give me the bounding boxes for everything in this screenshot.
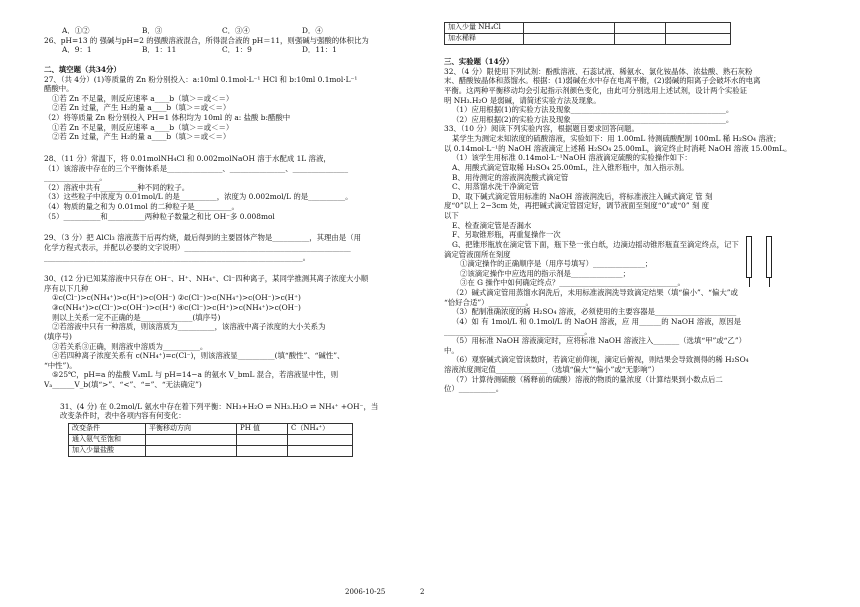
q33-line: E、检查滴定管是否漏水 xyxy=(452,220,532,230)
table-header-cell: C（NH₄⁺） xyxy=(288,423,353,434)
q31-line: 改变条件时，表中各项内容有何变化： xyxy=(60,411,186,421)
q25-option-d: D．④ xyxy=(302,26,323,35)
table-header-row xyxy=(69,423,353,434)
table-cell: 加水稀释 xyxy=(445,34,524,45)
table-cell xyxy=(237,445,288,456)
q30-line: (填序号) xyxy=(44,331,72,341)
table-cell xyxy=(615,34,666,45)
q33-line: （4）如 有 1mol/L 和 0.1mol/L 的 NaOH 溶液，应 用______的 NaOH 溶液，原因是 xyxy=(452,316,742,326)
q33-line: 溶液浓度测定值______________（选填“偏大”“偏小”或“无影响”） xyxy=(444,365,659,374)
table-cell xyxy=(666,23,731,34)
question-29 xyxy=(44,233,422,262)
q32-line: 末、醋酸铵晶体和蒸馏水。根据：(1)弱碱在水中存在电离平衡，(2)弱碱的阳离子会破坏水的电离 xyxy=(444,76,761,86)
table-cell xyxy=(146,445,237,456)
q33-line: 度“0”以上 2−3cm 处，再把碱式滴定管固定好，调节液面至刻度“0”或“0” 刻 度 xyxy=(444,201,710,211)
q33-line: ②该滴定操作中应选用的指示剂是______________； xyxy=(460,268,630,278)
q29-line: 化学方程式表示，并配以必要的文字说明）_____________________________________________ xyxy=(44,242,351,252)
question-31 xyxy=(44,402,422,457)
table-cell xyxy=(666,34,731,45)
q32-line: 平衡。这两种平衡移动均会引起指示剂颜色变化，由此可分别选用上述试剂，设计两个实验证 xyxy=(444,85,748,95)
q33-line: 33、（10 分）阅读下列实验内容，根据题目要求回答问题。 xyxy=(444,124,639,134)
q33-line: （2）碱式滴定管用蒸馏水润洗后，未用标准液润洗导致滴定结果（填“偏小”、“偏大”或 xyxy=(452,288,738,297)
table-header-cell: PH 值 xyxy=(237,423,288,434)
q30-line: “中性”)。 xyxy=(44,360,77,370)
q33-line: 以下 xyxy=(444,211,459,220)
q26-option-c: C．1：9 xyxy=(222,45,252,55)
section2-title: 二、填空题（共34分） xyxy=(44,64,121,74)
q33-line: （1）该学生用标准 0.14mol·L⁻¹NaOH 溶液滴定硫酸的实验操作如下： xyxy=(452,153,692,163)
q27-line: 醋酸中。 xyxy=(44,84,74,94)
q27-line: ②若 Zn 过量，产生 H₂的量 a____b（填＞＝或＜＝） xyxy=(52,103,231,113)
table-cell: 加入少量盐酸 xyxy=(69,445,146,456)
table-row xyxy=(69,434,353,445)
section3-title: 三、实验题（14分） xyxy=(444,57,514,66)
q33-line: （3）配制准确浓度的稀 H₂SO₄ 溶液，必须使用的主要容器是______________________ xyxy=(452,307,737,317)
q25-option-b: B．③ xyxy=(142,26,163,35)
footer-page-number: 2 xyxy=(420,588,425,596)
q30-line: 则以上关系一定不正确的是______________(填序号) xyxy=(52,312,221,322)
q32-line: （2）应用根据(2)的实验方法及现象__________________________________________。 xyxy=(452,114,734,124)
table-header-cell: 平衡移动方向 xyxy=(146,423,237,434)
table-cell xyxy=(524,23,615,34)
q33-line: F、另取锥形瓶，再重复操作一次 xyxy=(452,230,561,240)
table-cell xyxy=(524,34,615,45)
q31-table xyxy=(68,423,353,457)
q26-option-a: A．9：1 xyxy=(62,45,92,55)
q28-line: （5）__________和__________两种粒子数量之和比 OH⁻多 0.008mol xyxy=(44,211,275,221)
q28-line: _______________。 xyxy=(44,173,107,183)
burette-tip-b xyxy=(769,277,770,287)
q32-line: 明 NH₃.H₂O 是弱碱，请简述实验方法及现象。 xyxy=(444,95,601,105)
q33-line: （7）计算待测硫酸（稀释前的硫酸）溶液的物质的量浓度（计算结果到小数点后二 xyxy=(452,374,723,384)
q25-option-c: C．③④ xyxy=(222,26,250,35)
q25-option-a: A．①② xyxy=(62,26,90,35)
question-27 xyxy=(44,75,422,142)
q30-line: ③c(NH₄⁺)>c(Cl⁻)>c(OH⁻)>c(H⁺) ④c(Cl⁻)>c(H⁺)>c(NH₄⁺)>c(OH⁻) xyxy=(52,303,301,312)
q33-line: 以 0.14mol·L⁻¹的 NaOH 溶液滴定上述稀 H₂SO₄ 25.00mL，滴定终止时消耗 NaOH 溶液 15.00mL。 xyxy=(444,143,792,153)
q33-line: D、取下碱式滴定管用标准的 NaOH 溶液润洗后，将标准液注入碱式滴定 管 刻 xyxy=(452,191,713,201)
q33-line: ③在 G 操作中如何确定终点？________________________________。 xyxy=(460,278,685,288)
q30-line: Vₐ______V_b(填“>”、“<”、“=”、“无法确定”) xyxy=(44,380,202,389)
q33-line: “恰好合适”）__________。 xyxy=(444,297,533,307)
table-cell xyxy=(146,434,237,445)
q33-line: ______________________________________。 xyxy=(444,326,592,336)
q30-line: ①c(Cl⁻)>c(NH₄⁺)>c(H⁺)>c(OH⁻) ②c(Cl⁻)>c(NH₄⁺)>c(OH⁻)>c(H⁺) xyxy=(52,293,301,303)
q33-line: B、用待测定的溶液润洗酸式滴定管 xyxy=(452,172,569,182)
q27-line: ①若 Zn 不足量，则反应速率 a____b（填＞＝或＜＝） xyxy=(52,93,234,103)
q26-option-d: D．11：1 xyxy=(302,45,337,55)
q32-line: 32、（4 分）限使用下列试剂：酚酞溶液、石蕊试液、稀氨水、氯化铵晶体、浓盐酸、熟石灰粉 xyxy=(444,66,753,76)
q33-line: 位）__________。 xyxy=(444,384,504,394)
q31-line: 31、(4 分) 在 0.2mol/L 氨水中存在着下列平衡：NH₃+H₂O ⇌ NH₃.H₂O ⇌ NH₄⁺ +OH⁻，当 xyxy=(60,401,379,411)
question-33 xyxy=(444,124,830,394)
burette-figure-a xyxy=(746,236,752,278)
table-cell xyxy=(237,434,288,445)
q33-line: 某学生为测定未知浓度的硫酸溶液，实验如下：用 1.00mL 待测硫酸配制 100mL 稀 H₂SO₄ 溶液； xyxy=(452,134,781,143)
table-cell xyxy=(615,23,666,34)
q33-line: （6）观察碱式滴定管读数时，若滴定前仰视，滴定后俯视，则结果会导致测得的稀 H₂SO₄ xyxy=(452,355,749,365)
question-32 xyxy=(444,67,830,125)
q28-line: （1）该溶液中存在的三个平衡体系是_______________、_______________、_______________ xyxy=(44,163,349,173)
q27-line: ②若 Zn 过量，产生 H₂的量 a____b（填＞＝或＜＝） xyxy=(52,132,231,142)
burette-tip-a xyxy=(749,277,750,287)
q30-line: ④若四种离子浓度关系有 c(NH₄⁺)=c(Cl⁻)，则该溶液显__________(填“酸性”、“碱性”、 xyxy=(52,351,345,361)
burette-figure-b xyxy=(766,236,772,278)
q33-line: 滴定管液面所在刻度 xyxy=(444,249,511,259)
table-cell xyxy=(288,434,353,445)
q30-line: ②若溶液中只有一种溶质，则该溶质为__________，该溶液中离子浓度的大小关系为 xyxy=(52,322,326,332)
q33-line: 中。 xyxy=(444,345,459,355)
question-28 xyxy=(44,154,422,221)
q32-line: （1）应用根据(1)的实验方法及现象__________________________________________。 xyxy=(452,105,734,115)
q33-line: ①滴定操作的正确顺序是（用序号填写）______________； xyxy=(460,259,653,269)
q26-option-b: B．1：11 xyxy=(142,45,177,55)
q27-line: （2）将等质量 Zn 粉分别投入 PH=1 体积均为 10ml 的 a: 盐酸 b:醋酸中 xyxy=(44,113,291,122)
table-row xyxy=(445,34,731,45)
question-30 xyxy=(44,274,422,390)
q33-line: A、用酸式滴定管取稀 H₂SO₄ 25.00mL，注入锥形瓶中，加入指示剂。 xyxy=(452,162,689,172)
q33-line: C、用蒸馏水洗干净滴定管 xyxy=(452,182,539,192)
table-row xyxy=(69,445,353,456)
q27-line: ①若 Zn 不足量，则反应速率 a____b（填＞＝或＜＝） xyxy=(52,122,234,132)
q30-line: 30、(12 分)已知某溶液中只存在 OH⁻、H⁺、NH₄⁺、Cl⁻四种离子，某同学推测其离子浓度大小顺 xyxy=(44,274,369,284)
q30-line: 序有以下几种 xyxy=(44,283,89,293)
right-column xyxy=(444,22,830,394)
q33-line: G、把锥形瓶放在滴定管下面，瓶下垫一张白纸，边滴边摇动锥形瓶直至滴定终点，记下 xyxy=(452,239,739,249)
table-cell: 加入少量 NH₄Cl xyxy=(445,23,524,34)
q25-options xyxy=(44,26,422,36)
q29-line: 29、（3 分）把 AlCl₃ 溶液蒸干后再灼烧，最后得到的主要固体产物是__________，其理由是（用 xyxy=(44,233,361,243)
table-cell xyxy=(288,445,353,456)
left-column xyxy=(44,26,422,457)
q30-line: ③若关系③正确，则溶液中溶质为__________。 xyxy=(52,341,208,351)
q28-line: 28、（11 分）常温下，将 0.01molNH₄Cl 和 0.002molNaOH 溶于水配成 1L 溶液， xyxy=(44,153,331,163)
table-cell: 通入氨气至饱和 xyxy=(69,434,146,445)
q27-line: 27、（共 4分）(1)等质量的 Zn 粉分别投入：a:10ml 0.1mol·L⁻¹ HCl 和 b:10ml 0.1mol·L⁻¹ xyxy=(44,74,358,84)
table-header-cell: 改变条件 xyxy=(69,423,146,434)
q31-table-continued xyxy=(444,22,731,45)
q26-options xyxy=(44,45,422,55)
table-row xyxy=(445,23,731,34)
q28-line: （2）溶液中共有__________种不同的粒子。 xyxy=(44,182,190,192)
q28-line: （3）这些粒子中浓度为 0.01mol/L 的是__________，浓度为 0.002mol/L 的是__________。 xyxy=(44,192,353,202)
q28-line: （4）物质的量之和为 0.01mol 的二种粒子是__________。 xyxy=(44,202,239,211)
q29-line: ______________________________________________________________________。 xyxy=(44,252,311,262)
q30-line: ⑤25℃，pH=a 的盐酸 VₐmL 与 pH=14−a 的氨水 V_bmL 混合，若溶液显中性，则 xyxy=(52,370,339,380)
footer-date: 2006-10-25 xyxy=(345,588,386,596)
q26-text: 26、pH=13 的 强碱与pH=2 的强酸溶液混合，所得混合液的 pH＝11，则强碱与强酸的体积比为 xyxy=(44,35,369,45)
q33-line: （5）用标准 NaOH 溶液滴定时，应将标准 NaOH 溶液注入_______（选填“甲”或“乙”） xyxy=(452,336,746,346)
